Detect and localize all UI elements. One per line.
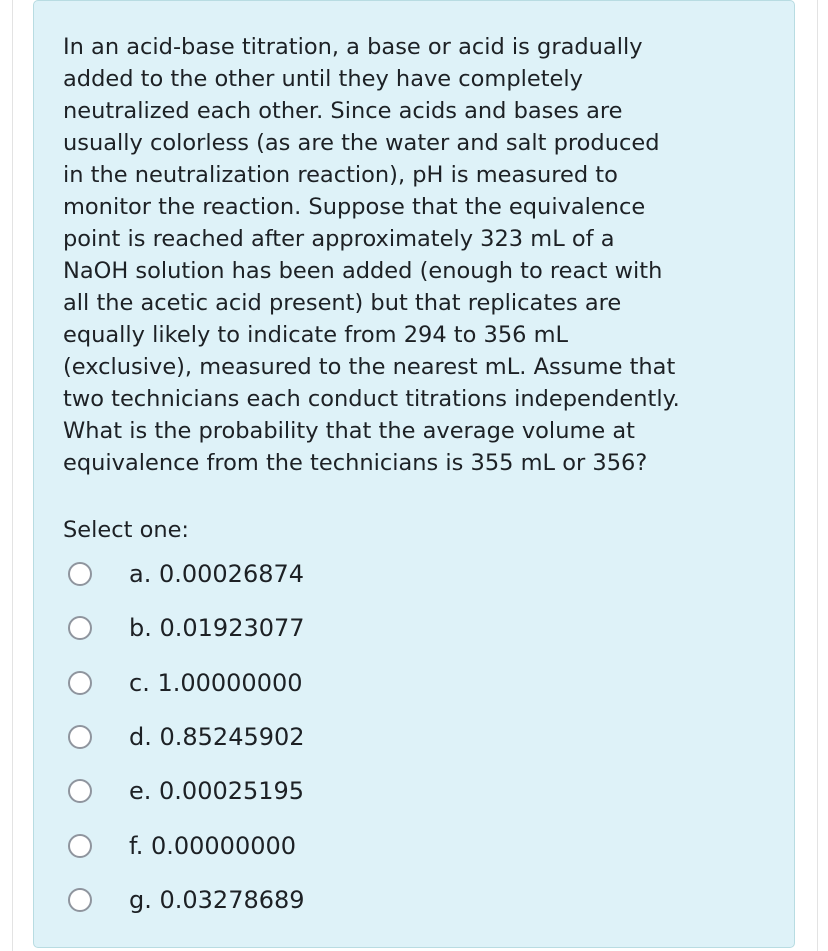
option-d[interactable]	[68, 717, 305, 757]
radio-button[interactable]	[68, 616, 92, 640]
question-line: point is reached after approximately 323 mL of a	[63, 226, 615, 252]
question-line: all the acetic acid present) but that replicates are	[63, 290, 622, 316]
question-line: NaOH solution has been added (enough to react with	[63, 258, 663, 284]
radio-button[interactable]	[68, 834, 92, 858]
option-label: d. 0.85245902	[129, 723, 305, 751]
option-b[interactable]	[68, 608, 305, 648]
answer-prompt: Select one:	[63, 517, 190, 543]
question-line: (exclusive), measured to the nearest mL. Assume that	[63, 354, 676, 380]
radio-button[interactable]	[68, 888, 92, 912]
option-label: g. 0.03278689	[129, 886, 305, 914]
option-e[interactable]	[68, 771, 304, 811]
radio-button[interactable]	[68, 725, 92, 749]
question-line: equally likely to indicate from 294 to 356 mL	[63, 322, 569, 348]
question-line: What is the probability that the average volume at	[63, 418, 635, 444]
question-panel	[33, 0, 795, 948]
option-label: b. 0.01923077	[129, 614, 305, 642]
option-g[interactable]	[68, 880, 305, 920]
option-f[interactable]	[68, 826, 296, 866]
radio-button[interactable]	[68, 562, 92, 586]
option-label: c. 1.00000000	[129, 669, 303, 697]
radio-button[interactable]	[68, 671, 92, 695]
option-a[interactable]	[68, 554, 304, 594]
option-label: e. 0.00025195	[129, 777, 305, 805]
question-line: monitor the reaction. Suppose that the equivalence	[63, 194, 646, 220]
option-label: a. 0.00026874	[129, 560, 305, 588]
question-line: equivalence from the technicians is 355 mL or 356?	[63, 450, 648, 476]
question-line: In an acid-base titration, a base or acid is gradually	[63, 34, 643, 60]
option-label: f. 0.00000000	[129, 832, 297, 860]
radio-button[interactable]	[68, 779, 92, 803]
question-line: usually colorless (as are the water and salt produced	[63, 130, 660, 156]
question-line: in the neutralization reaction), pH is measured to	[63, 162, 618, 188]
option-c[interactable]	[68, 663, 303, 703]
question-line: neutralized each other. Since acids and bases are	[63, 98, 623, 124]
question-line: added to the other until they have completely	[63, 66, 583, 92]
question-text	[63, 31, 753, 479]
question-line: two technicians each conduct titrations independently.	[63, 386, 680, 412]
